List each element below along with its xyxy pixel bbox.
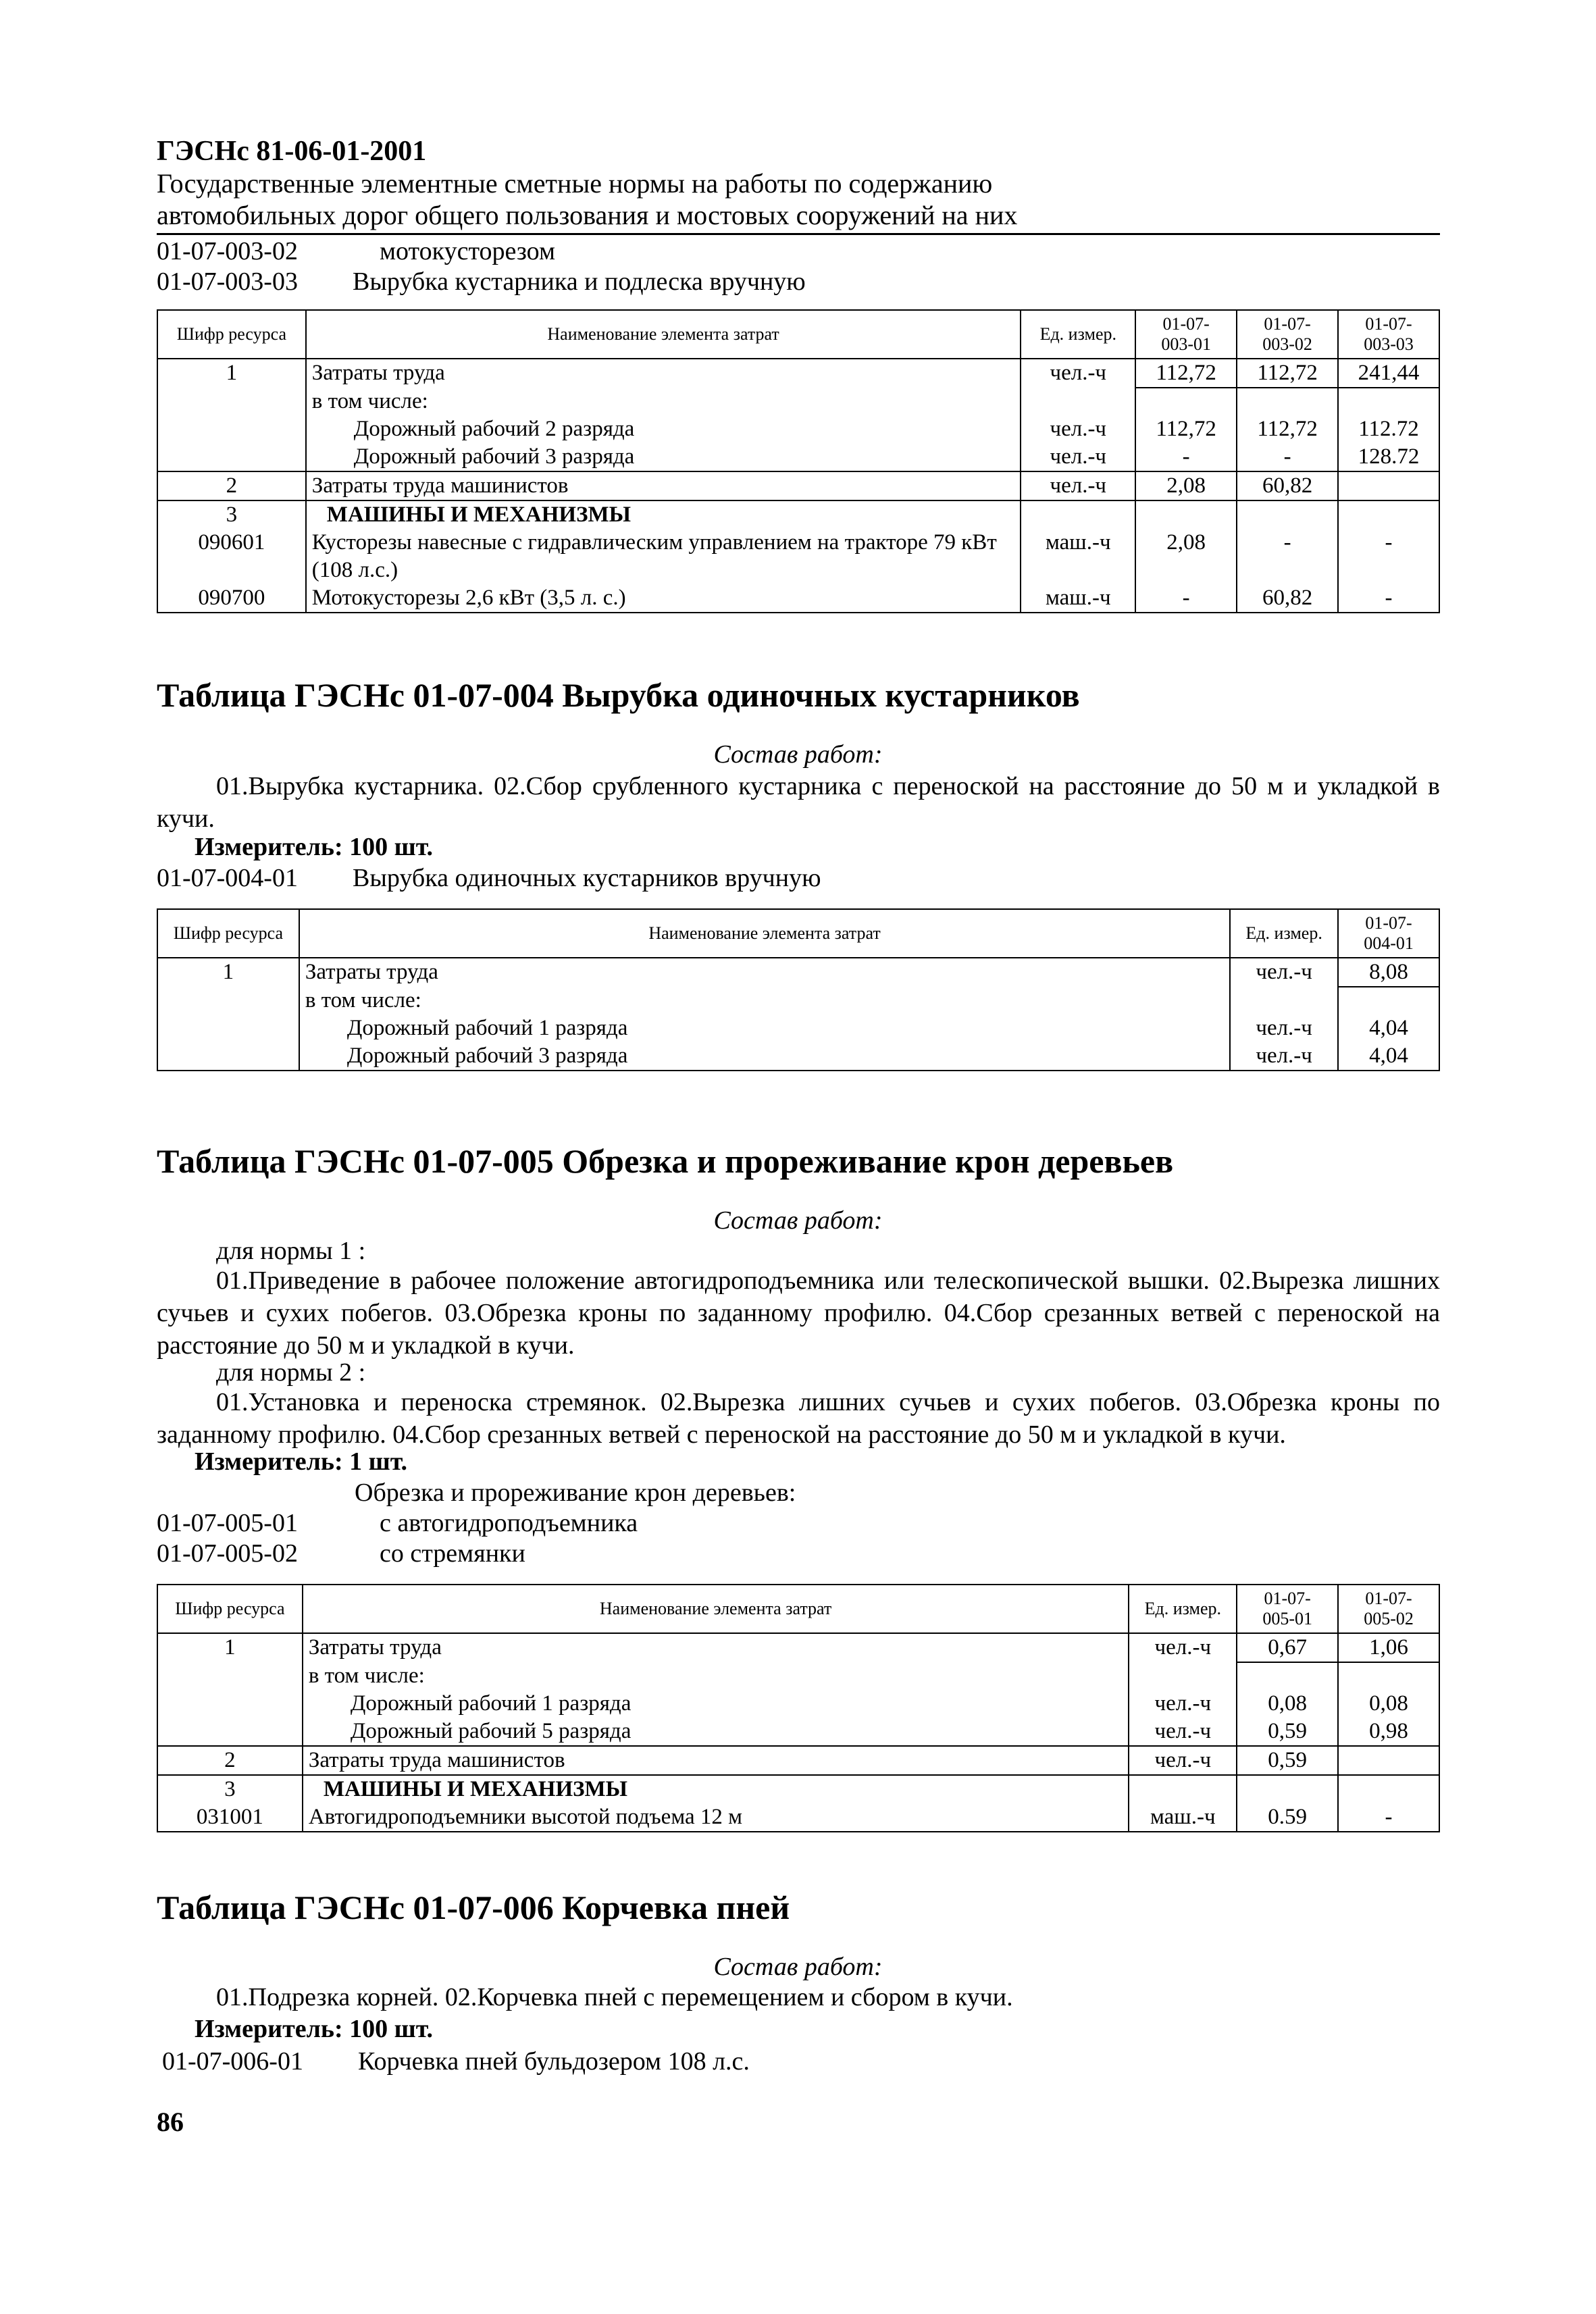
norm-code: 01-07-006-01 [162,2047,303,2076]
col-header-norm: 01-07- 003-02 [1237,310,1338,359]
table-row [157,958,1439,987]
cell-value: 4,04 [1338,1042,1439,1071]
cell-value [1338,471,1439,500]
col-header-code: Шифр ресурса [157,310,306,359]
section-heading-cell: МАШИНЫ И МЕХАНИЗМЫ [306,500,1021,529]
section-title-004: Таблица ГЭСНс 01-07-004 Вырубка одиночных кустарников [157,676,1080,714]
col-header-code: Шифр ресурса [157,909,299,958]
cell-name: в том числе: [299,987,1230,1014]
table-row [157,359,1439,388]
cell-value: 241,44 [1338,359,1439,388]
cell-value: - [1135,443,1237,471]
cell-value: 2,08 [1135,471,1237,500]
cell-name: Затраты труда [303,1633,1129,1662]
col-header-norm: 01-07- 005-02 [1338,1585,1439,1633]
cell-name: Дорожный рабочий 3 разряда [299,1042,1230,1071]
document-code: ГЭСНс 81-06-01-2001 [157,136,427,167]
cell-name: Дорожный рабочий 1 разряда [299,1014,1230,1042]
table-row [157,1633,1439,1662]
cell-name: в том числе: [303,1662,1129,1690]
cell-value: 0,67 [1237,1633,1338,1662]
cell-code: 031001 [157,1803,303,1832]
cell-value: 4,04 [1338,1014,1439,1042]
table-row [157,1014,1439,1042]
cell-value: - [1338,529,1439,584]
measure-unit: Измеритель: 1 шт. [195,1447,408,1476]
norm-line [157,1508,638,1538]
col-header-norm: 01-07- 004-01 [1338,909,1439,958]
header-rule [157,233,1440,235]
section-title-005: Таблица ГЭСНс 01-07-005 Обрезка и прореживание крон деревьев [157,1142,1174,1180]
cell-code: 1 [157,359,306,388]
cell-value: 112,72 [1135,359,1237,388]
cell-value: - [1338,1803,1439,1832]
table-row [157,1662,1439,1690]
cell-unit: чел.-ч [1129,1633,1237,1662]
cell-value: 2,08 [1135,529,1237,584]
cell-name: Дорожный рабочий 2 разряда [306,415,1021,443]
col-header-norm: 01-07- 003-03 [1338,310,1439,359]
document-title-line2: автомобильных дорог общего пользования и мостовых сооружений на них [157,200,1018,230]
section-title-006: Таблица ГЭСНс 01-07-006 Корчевка пней [157,1888,790,1926]
norm1-label: для нормы 1 : [216,1237,366,1265]
table-row [157,443,1439,471]
col-header-name: Наименование элемента затрат [299,909,1230,958]
norm-group-name: Обрезка и прореживание крон деревьев: [355,1479,796,1507]
cell-code: 2 [157,1746,303,1775]
table-row [157,987,1439,1014]
col-header-code: Шифр ресурса [157,1585,303,1633]
cell-value: - [1237,529,1338,584]
cell-code: 090700 [157,584,306,613]
cell-value: - [1135,584,1237,613]
norm2-label: для нормы 2 : [216,1358,366,1387]
table-row [157,1746,1439,1775]
cell-unit: чел.-ч [1230,1042,1338,1071]
cell-value: 112,72 [1237,359,1338,388]
cell-value: 128.72 [1338,443,1439,471]
cell-unit: маш.-ч [1129,1803,1237,1832]
document-title-line1: Государственные элементные сметные нормы на работы по содержанию [157,168,993,199]
section-heading-cell: МАШИНЫ И МЕХАНИЗМЫ [303,1775,1129,1803]
cell-name: Мотокусторезы 2,6 кВт (3,5 л. с.) [306,584,1021,613]
cell-code: 3 [157,1775,303,1803]
cell-code: 1 [157,1633,303,1662]
cell-unit: чел.-ч [1230,958,1338,987]
cell-value: 8,08 [1338,958,1439,987]
cell-value [1338,1746,1439,1775]
table-row [157,1042,1439,1071]
norm-line [157,267,806,297]
norm-line [157,863,821,893]
cell-code: 1 [157,958,299,987]
table-row [157,1718,1439,1746]
cell-value: 112,72 [1237,415,1338,443]
cell-value: - [1237,443,1338,471]
norm-code: 01-07-003-03 [157,267,298,296]
table-row [157,529,1439,584]
cell-name: Дорожный рабочий 1 разряда [303,1690,1129,1718]
cell-unit: чел.-ч [1021,359,1135,388]
col-header-norm: 01-07- 005-01 [1237,1585,1338,1633]
table-row [157,1690,1439,1718]
col-header-unit: Ед. измер. [1230,909,1338,958]
table-row [157,388,1439,415]
resource-table-005 [157,1584,1440,1832]
work-composition-text: 01.Вырубка кустарника. 02.Сбор срубленного кустарника с переноской на расстояние до 50 м и укладкой в кучи. [157,772,1440,833]
norm-line [157,1539,525,1568]
cell-name: Кусторезы навесные с гидравлическим управлением на тракторе 79 кВт (108 л.с.) [306,529,1021,584]
cell-unit: маш.-ч [1021,584,1135,613]
cell-name: Автогидроподъемники высотой подъема 12 м [303,1803,1129,1832]
norm-name: со стремянки [380,1539,525,1568]
cell-name: Затраты труда машинистов [303,1746,1129,1775]
norm-code: 01-07-003-02 [157,237,298,265]
norm-code: 01-07-004-01 [157,864,298,892]
norm-line [162,2047,750,2076]
cell-value: 60,82 [1237,471,1338,500]
col-header-name: Наименование элемента затрат [306,310,1021,359]
cell-unit: чел.-ч [1129,1746,1237,1775]
norm-name: мотокусторезом [380,237,555,265]
cell-value: 112.72 [1338,415,1439,443]
norm-name: Корчевка пней бульдозером 108 л.с. [358,2047,750,2076]
cell-name: Дорожный рабочий 3 разряда [306,443,1021,471]
norm-code: 01-07-005-01 [157,1509,298,1537]
col-header-unit: Ед. измер. [1021,310,1135,359]
col-header-unit: Ед. измер. [1129,1585,1237,1633]
work-composition-label: Состав работ: [713,1206,883,1235]
col-header-name: Наименование элемента затрат [303,1585,1129,1633]
cell-value: 0,08 [1237,1690,1338,1718]
cell-value: 0,98 [1338,1718,1439,1746]
cell-name: в том числе: [306,388,1021,415]
cell-unit: чел.-ч [1230,1014,1338,1042]
norm-line [157,236,555,266]
cell-value: 0,59 [1237,1718,1338,1746]
cell-code: 090601 [157,529,306,584]
cell-unit: маш.-ч [1021,529,1135,584]
cell-value: - [1338,584,1439,613]
table-row [157,415,1439,443]
cell-name: Затраты труда машинистов [306,471,1021,500]
cell-code: 3 [157,500,306,529]
norm1-work-text: 01.Приведение в рабочее положение автогидроподъемника или телескопической вышки. 02.Вырезка лишних сучьев и сухих побегов. 03.Обрезка кроны по заданному профилю. 04.Сбор срезанных ветвей с переноской на расстояние до 50 м и укладкой в кучи. [157,1266,1440,1360]
table-row [157,1803,1439,1832]
cell-unit: чел.-ч [1021,471,1135,500]
table-row [157,471,1439,500]
cell-name: Затраты труда [306,359,1021,388]
cell-unit: чел.-ч [1129,1718,1237,1746]
cell-unit: чел.-ч [1021,443,1135,471]
work-composition-label: Состав работ: [713,740,883,769]
norm-name: Вырубка кустарника и подлеска вручную [353,267,806,296]
cell-unit: чел.-ч [1129,1690,1237,1718]
work-composition-text: 01.Подрезка корней. 02.Корчевка пней с перемещением и сбором в кучи. [216,1983,1013,2011]
norm2-work-text: 01.Установка и переноска стремянок. 02.Вырезка лишних сучьев и сухих побегов. 03.Обрезка кроны по заданному профилю. 04.Сбор срезанных ветвей с переноской на расстояние до 50 м и укладкой в кучи. [157,1388,1440,1449]
cell-code: 2 [157,471,306,500]
table-row [157,1775,1439,1803]
resource-table-004 [157,908,1440,1071]
cell-value: 112,72 [1135,415,1237,443]
cell-value: 0,08 [1338,1690,1439,1718]
resource-table-003 [157,309,1440,613]
col-header-norm: 01-07- 003-01 [1135,310,1237,359]
norm-code: 01-07-005-02 [157,1539,298,1568]
cell-value: 0,59 [1237,1746,1338,1775]
cell-name: Затраты труда [299,958,1230,987]
measure-unit: Измеритель: 100 шт. [195,833,434,861]
page-number: 86 [157,2107,184,2137]
cell-value: 0.59 [1237,1803,1338,1832]
cell-unit: чел.-ч [1021,415,1135,443]
table-row [157,584,1439,613]
work-composition-label: Состав работ: [713,1953,883,1981]
norm-name: с автогидроподъемника [380,1509,638,1537]
cell-name: Дорожный рабочий 5 разряда [303,1718,1129,1746]
norm-name: Вырубка одиночных кустарников вручную [353,864,821,892]
cell-value: 60,82 [1237,584,1338,613]
cell-value: 1,06 [1338,1633,1439,1662]
table-row [157,500,1439,529]
measure-unit: Измеритель: 100 шт. [195,2015,434,2043]
